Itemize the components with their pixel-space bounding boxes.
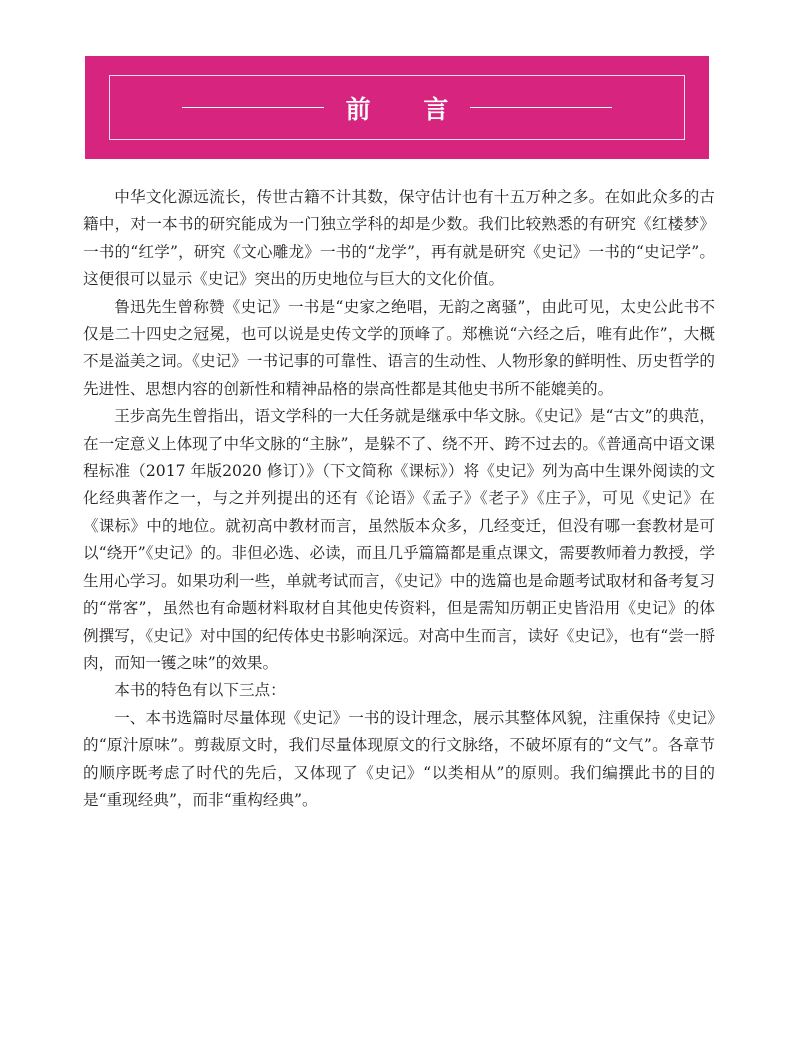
header-title-row — [85, 56, 709, 159]
title-rule-left — [182, 107, 324, 108]
page-title: 前 言 — [345, 94, 471, 124]
paragraph: 一、本书选篇时尽量体现《史记》一书的设计理念，展示其整体风貌，注重保持《史记》的“原汁原味”。剪裁原文时，我们尽量体现原文的行文脉络，不破坏原有的“文气”。各章节的顺序既考虑了时代的先后，又体现了《史记》“以类相从”的原则。我们编撰此书的目的是“重现经典”，而非“重构经典”。 — [83, 708, 715, 809]
paragraph: 鲁迅先生曾称赞《史记》一书是“史家之绝唱，无韵之离骚”，由此可见，太史公此书不仅是二十四史之冠冕，也可以说是史传文学的顶峰了。郑樵说“六经之后，唯有此作”，大概不是溢美之词。《史记》一书记事的可靠性、语言的生动性、人物形象的鲜明性、历史哲学的先进性、思想内容的创新性和精神品格的崇高性都是其他史书所不能媲美的。 — [83, 297, 715, 398]
paragraph: 本书的特色有以下三点： — [114, 681, 286, 700]
paragraph: 王步高先生曾指出，语文学科的一大任务就是继承中华文脉。《史记》是“古文”的典范，在一定意义上体现了中华文脉的“主脉”，是躲不了、绕不开、跨不过去的。《普通高中语文课程标准（2017 年版2020 修订）》（下文简称《课标》）将《史记》列为高中生课外阅读的文化经典著作之一，与之并列提出的还有《论语》《孟子》《老子》《庄子》，可见《史记》在《课标》中的地位。就初高中教材而言，虽然版本众多，几经变迁，但没有哪一套教材是可以“绕开”《史记》的。非但必选、必读，而且几乎篇篇都是重点课文，需要教师着力教授，学生用心学习。如果功利一些，单就考试而言，《史记》中的选篇也是命题考试取材和备考复习的“常客”，虽然也有命题材料取材自其他史传资料，但是需知历朝正史皆沿用《史记》的体例撰写，《史记》对中国的纪传体史书影响深远。对高中生而言，读好《史记》，也有“尝一脟肉，而知一镬之味”的效果。 — [83, 407, 715, 672]
paragraph: 中华文化源远流长，传世古籍不计其数，保守估计也有十五万种之多。在如此众多的古籍中，对一本书的研究能成为一门独立学科的却是少数。我们比较熟悉的有研究《红楼梦》一书的“红学”，研究《文心雕龙》一书的“龙学”，再有就是研究《史记》一书的“史记学”。这便很可以显示《史记》突出的历史地位与巨大的文化价值。 — [83, 188, 715, 289]
title-rule-right — [470, 107, 612, 108]
preface-body — [83, 184, 715, 814]
header-banner — [85, 56, 709, 159]
